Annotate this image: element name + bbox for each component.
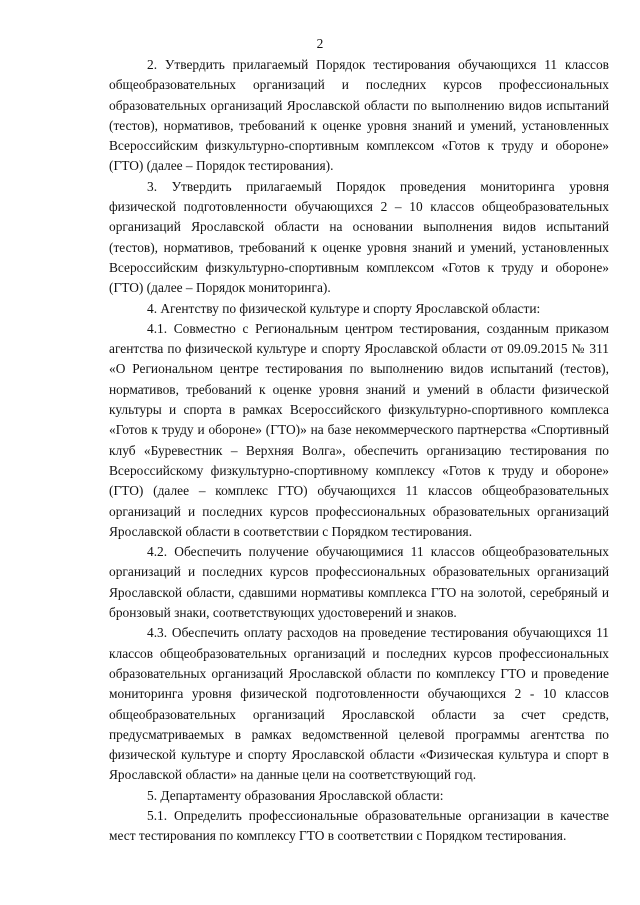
paragraph-5-1: 5.1. Определить профессиональные образовательные организации в качестве мест тестирования по комплексу ГТО в соответствии с Порядком тестирования. [109,807,609,844]
paragraph-4: 4. Агентству по физической культуре и спорту Ярославской области: [147,300,541,316]
document-body [109,55,609,847]
page-number: 2 [316,36,324,51]
paragraph-4-1: 4.1. Совместно с Региональным центром тестирования, созданным приказом агентства по физической культуре и спорту Ярославской области от 09.09.2015 № 311 «О Региональном центре тестирования по выполнению видов испытаний (тестов), нормативов, требований к оценке уровня знаний и умений в области физической культуры и спорта в рамках Всероссийского физкультурно-спортивного комплекса «Готов к труду и обороне» (ГТО)» на базе некоммерческого партнерства «Спортивный клуб «Буревестник – Верхняя Волга», обеспечить организацию тестирования по Всероссийскому физкультурно-спортивному комплексу «Готов к труду и обороне» (ГТО) (далее – комплекс ГТО) обучающихся 11 классов общеобразовательных организаций и последних курсов профессиональных образовательных организаций Ярославской области в соответствии с Порядком тестирования. [109,320,609,539]
paragraph-3: 3. Утвердить прилагаемый Порядок проведения мониторинга уровня физической подготовленности обучающихся 2 – 10 классов общеобразовательных организаций Ярославской области на основании выполнения видов испытаний (тестов), нормативов, требований к оценке уровня знаний и умений, установленных Всероссийским физкультурно-спортивным комплексом «Готов к труду и обороне» (ГТО) (далее – Порядок мониторинга). [109,178,609,296]
paragraph-5: 5. Департаменту образования Ярославской области: [147,787,444,803]
paragraph-2: 2. Утвердить прилагаемый Порядок тестирования обучающихся 11 классов общеобразовательных организаций и последних курсов профессиональных образовательных организаций Ярославской области по выполнению видов испытаний (тестов), нормативов, требований к оценке уровня знаний и умений, установленных Всероссийским физкультурно-спортивным комплексом «Готов к труду и обороне» (ГТО) (далее – Порядок тестирования). [109,57,609,174]
paragraph-4-3: 4.3. Обеспечить оплату расходов на проведение тестирования обучающихся 11 классов общеобразовательных организаций и последних курсов профессиональных образовательных организаций Ярославской области по комплексу ГТО и проведение мониторинга уровня физической подготовленности обучающихся 2 - 10 классов общеобразовательных организаций Ярославской области за счет средств, предусматриваемых в рамках ведомственной целевой программы агентства по физической культуре и спорту Ярославской области «Физическая культура и спорт в Ярославской области» на данные цели на соответствующий год. [109,625,609,783]
paragraph-4-2: 4.2. Обеспечить получение обучающимися 11 классов общеобразовательных организаций и последних курсов профессиональных образовательных организаций Ярославской области, сдавшими нормативы комплекса ГТО на золотой, серебряный и бронзовый знаки, соответствующих удостоверений и знаков. [109,544,609,621]
